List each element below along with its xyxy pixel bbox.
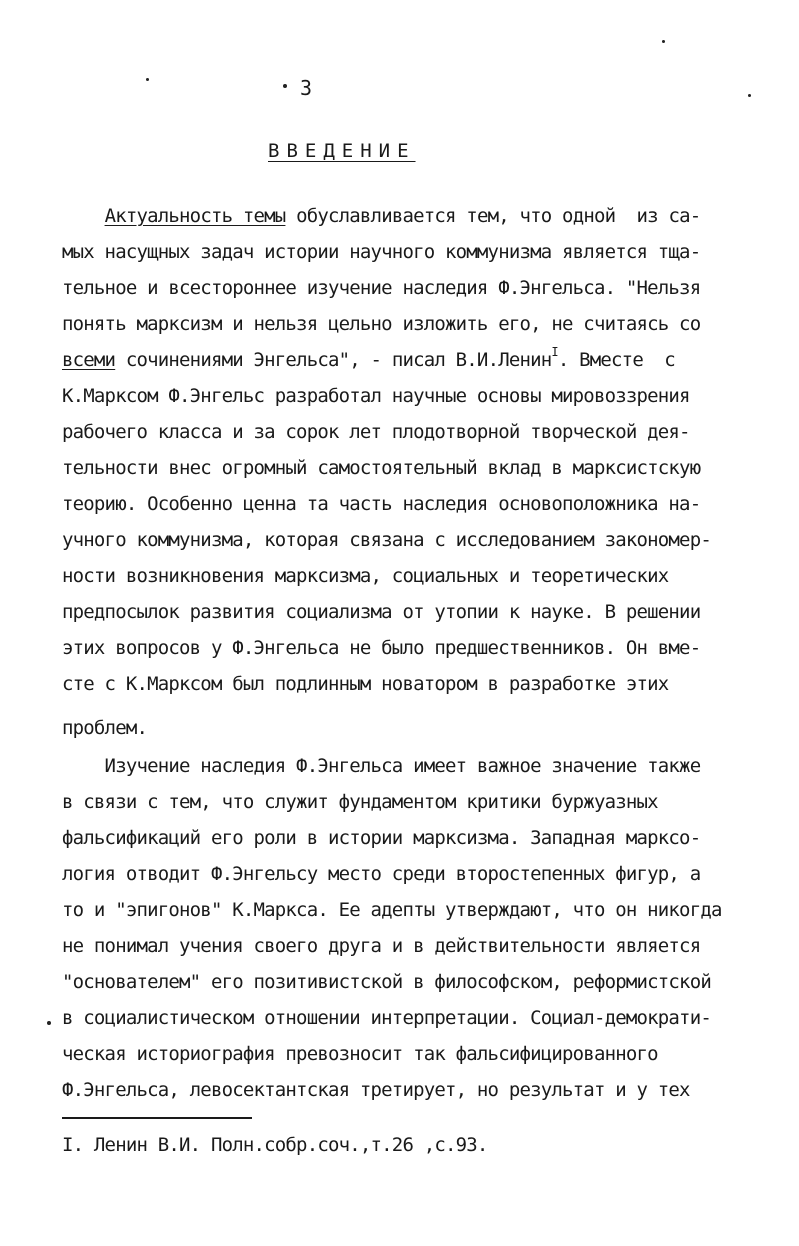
text-line: логия отводит Ф.Энгельсу место среди второстепенных фигур, а [62,863,701,885]
text-line: фальсификаций его роли в истории марксизма. Западная марксо- [62,827,701,849]
text-line: рабочего класса и за сорок лет плодотворной творческой дея- [62,421,690,443]
text-line: в связи с тем, что служит фундаментом критики буржуазных [62,791,658,813]
scan-speck [662,40,665,43]
underlined-word: всеми [62,349,116,371]
text-line: учного коммунизма, которая связана с исследованием закономер- [62,529,711,551]
text-line: в социалистическом отношении интерпретации. Социал-демократи- [62,1007,711,1029]
text-line: мых насущных задач истории научного коммунизма является тща- [62,241,701,263]
text-line: этих вопросов у Ф.Энгельса не было предшественников. Он вме- [62,637,701,659]
text-line: тельности внес огромный самостоятельный вклад в марксистскую [62,457,701,479]
footnote: I. Ленин В.И. Полн.собр.соч.,т.26 ,с.93. [62,1134,488,1156]
scan-speck [748,94,751,97]
footnote-divider [62,1117,252,1119]
text-line: проблем. [62,717,148,739]
text-line: ческая историография превозносит так фальсифицированного [62,1043,658,1065]
text-line: Актуальность темы обуславливается тем, что одной из са- [104,205,701,227]
text-line: "основателем" его позитивистской в философском, реформистской [62,971,711,993]
text-line: тельное и всестороннее изучение наследия Ф.Энгельса. "Нельзя [62,277,701,299]
text-line: Ф.Энгельса, левосектантская третирует, но результат и у тех [62,1079,690,1101]
underlined-phrase: Актуальность темы [104,205,286,227]
text-line: предпосылок развития социализма от утопии к науке. В решении [62,601,701,623]
scan-speck [47,1021,51,1025]
text-line: Изучение наследия Ф.Энгельса имеет важное значение также [62,755,701,777]
text-line: К.Марксом Ф.Энгельс разработал научные основы мировоззрения [62,385,690,407]
text-line: теорию. Особенно ценна та часть наследия основоположника на- [62,493,701,515]
text-line: всеми сочинениями Энгельса", - писал В.И.Ленин$^I$. Вместе с [62,345,675,371]
text-line: сте с К.Марксом был подлинным новатором в разработке этих [62,673,669,695]
text-line: не понимал учения своего друга и в действительности является [62,935,701,957]
text-line: понять марксизм и нельзя цельно изложить его, не считаясь со [62,313,701,335]
footnote-marker: I [551,345,558,359]
text-line: ности возникновения марксизма, социальных и теоретических [62,565,669,587]
scan-speck [283,84,287,88]
page-number: 3 [300,76,313,100]
scan-speck [146,78,149,81]
page-title: ВВЕДЕНИЕ [268,140,416,162]
text-line: то и "эпигонов" К.Маркса. Ее адепты утверждают, что он никогда [62,899,722,921]
